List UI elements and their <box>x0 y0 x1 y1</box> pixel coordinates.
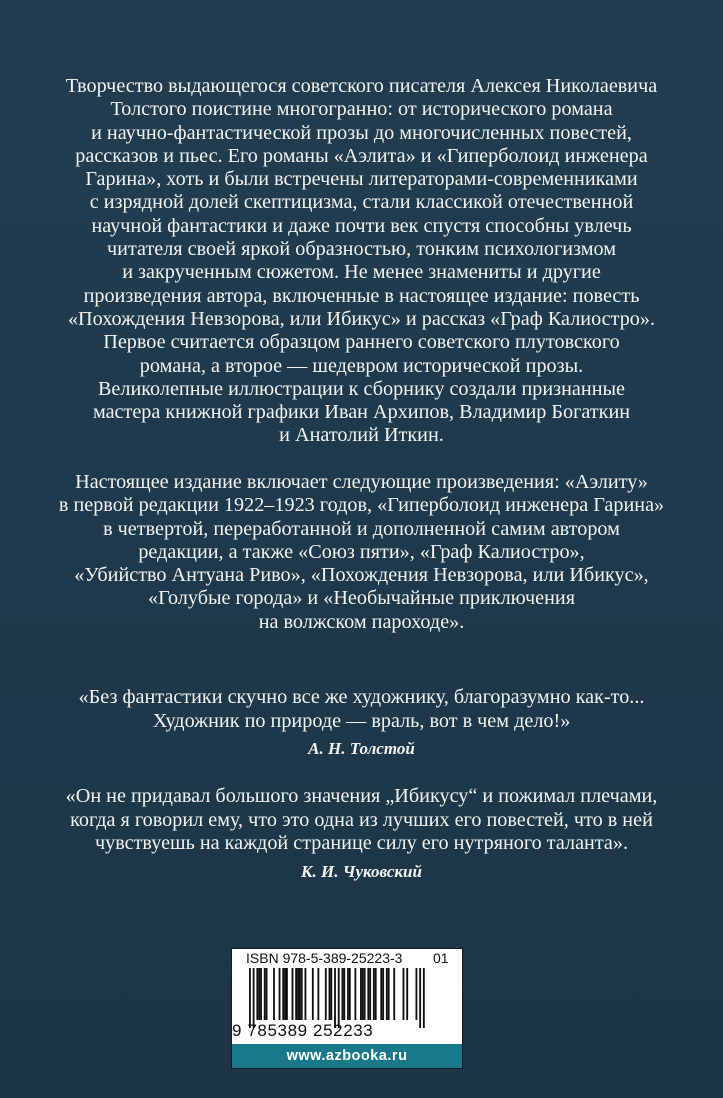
barcode-bar <box>260 968 262 1020</box>
barcode-bar <box>301 968 303 1020</box>
contents-line: в первой редакции 1922–1923 годов, «Гиперболоид инженера Гарина» <box>58 494 665 517</box>
barcode-bar <box>329 968 331 1020</box>
description-line: рассказов и пьес. Его романы «Аэлита» и «Гиперболоид инженера <box>75 144 648 167</box>
description-line: произведения автора, включенные в настоящее издание: повесть <box>83 284 640 307</box>
barcode-bar <box>373 968 375 1020</box>
barcode-bar <box>354 968 356 1020</box>
barcode-bar <box>258 968 260 1020</box>
barcode-guard-bar <box>249 968 251 1028</box>
description-line: и Анатолий Иткин. <box>279 424 444 447</box>
quote-line: «Без фантастики скучно все же художнику, благоразумно как-то... <box>78 686 645 708</box>
barcode-bar <box>380 968 382 1020</box>
barcode-bar <box>349 968 351 1020</box>
barcode-guard-bar <box>423 968 425 1028</box>
barcode-bar <box>369 968 371 1020</box>
barcode-bar <box>312 968 314 1020</box>
barcode-bar <box>297 968 299 1020</box>
barcode-bar <box>292 968 294 1020</box>
barcode-bar <box>347 968 349 1020</box>
barcode-bar <box>382 968 384 1020</box>
description-line: мастера книжной графики Иван Архипов, Владимир Богаткин <box>92 401 631 424</box>
barcode-bar <box>360 968 362 1020</box>
contents-line: Настоящее издание включает следующие произведения: «Аэлиту» <box>75 471 648 493</box>
barcode-guard-bar <box>334 968 336 1028</box>
isbn-suffix: 01 <box>433 950 449 966</box>
quote-line: Художник по природе — враль, вот в чем дело!» <box>152 709 571 732</box>
quote-author: А. Н. Толстой <box>308 739 415 758</box>
quote-line: «Он не придавал большого значения „Ибикусу“ и пожимал плечами, <box>65 785 658 807</box>
contents-line: в четвертой, переработанной и дополненной самим автором <box>103 517 620 540</box>
barcode-bar <box>279 968 281 1020</box>
barcode-bar <box>364 968 366 1020</box>
publisher-url[interactable]: www.azbooka.ru <box>232 1044 462 1068</box>
description-line: романа, а второе — шедевром исторической прозы. <box>139 354 584 377</box>
quote-author: К. И. Чуковский <box>301 861 422 881</box>
barcode-bar <box>386 968 388 1020</box>
barcode-guard-bar <box>338 968 340 1028</box>
description-line: «Похождения Невзорова, или Ибикус» и рассказ «Граф Калиостро». <box>67 307 656 330</box>
description-paragraph <box>40 75 683 448</box>
description-line: Толстого поистине многогранно: от исторического романа <box>110 98 613 121</box>
contents-line: редакции, а также «Союз пяти», «Граф Калиостро», <box>138 540 585 563</box>
barcode-bar <box>393 968 395 1020</box>
barcode-bar <box>256 968 258 1020</box>
contents-line: «Убийство Антуана Риво», «Похождения Невзорова, или Ибикус», <box>74 564 649 587</box>
description-line: научной фантастики и даже почти век спустя способны увлечь <box>91 214 632 237</box>
barcode-bar <box>264 968 266 1020</box>
quote-line: когда я говорил ему, что это одна из лучших его повестей, что в ней <box>70 808 653 831</box>
barcode-bar <box>388 968 390 1020</box>
barcode-bar <box>406 968 408 1020</box>
contents-paragraph <box>40 471 683 634</box>
barcode-bar <box>295 968 297 1020</box>
barcode-bar <box>325 968 327 1020</box>
barcode-bar <box>330 968 332 1020</box>
description-line: и научно-фантастической прозы до многочисленных повестей, <box>91 121 632 144</box>
barcode-bar <box>416 968 418 1020</box>
contents-line: на волжском пароходе». <box>258 610 465 633</box>
barcode-bar <box>286 968 288 1020</box>
barcode-bar <box>299 968 301 1020</box>
barcode-bar <box>266 968 268 1020</box>
barcode-guard-bar <box>419 968 421 1028</box>
description-line: Творчество выдающегося советского писателя Алексея Николаевича <box>65 75 658 97</box>
contents-line: «Голубые города» и «Необычайные приключения <box>147 587 575 610</box>
barcode-bar <box>317 968 319 1020</box>
barcode-bars <box>243 968 428 1028</box>
description-line: читателя своей яркой образностью, тонким психологизмом <box>106 238 617 261</box>
quote-tolstoy <box>30 686 693 761</box>
description-line: Первое считается образцом раннего советского плутовского <box>103 331 620 354</box>
description-line: с изрядной долей скептицизма, стали классикой отечественной <box>89 191 634 214</box>
barcode-bar <box>375 968 377 1020</box>
isbn-barcode <box>231 948 463 1069</box>
quote-line: чувствуешь на каждой странице силу его нутряного таланта». <box>94 832 629 854</box>
description-line: Великолепные иллюстрации к сборнику создали признанные <box>97 377 626 400</box>
barcode-bar <box>343 968 345 1020</box>
barcode-guard-bar <box>253 968 255 1028</box>
barcode-bar <box>273 968 275 1020</box>
barcode-bar <box>282 968 284 1020</box>
barcode-bar <box>367 968 369 1020</box>
barcode-bar <box>362 968 364 1020</box>
barcode-bar <box>403 968 405 1020</box>
barcode-bar <box>284 968 286 1020</box>
quote-chukovsky <box>30 785 693 883</box>
barcode-bar <box>305 968 307 1020</box>
description-line: и закрученным сюжетом. Не менее знамениты и другие <box>122 261 601 284</box>
description-line: Гарина», хоть и были встречены литераторами-современниками <box>85 168 638 191</box>
barcode-digits: 9 785389 252233 <box>232 1021 374 1040</box>
barcode-bar <box>342 968 344 1020</box>
isbn-label: ISBN 978-5-389-25223-3 <box>246 950 403 966</box>
